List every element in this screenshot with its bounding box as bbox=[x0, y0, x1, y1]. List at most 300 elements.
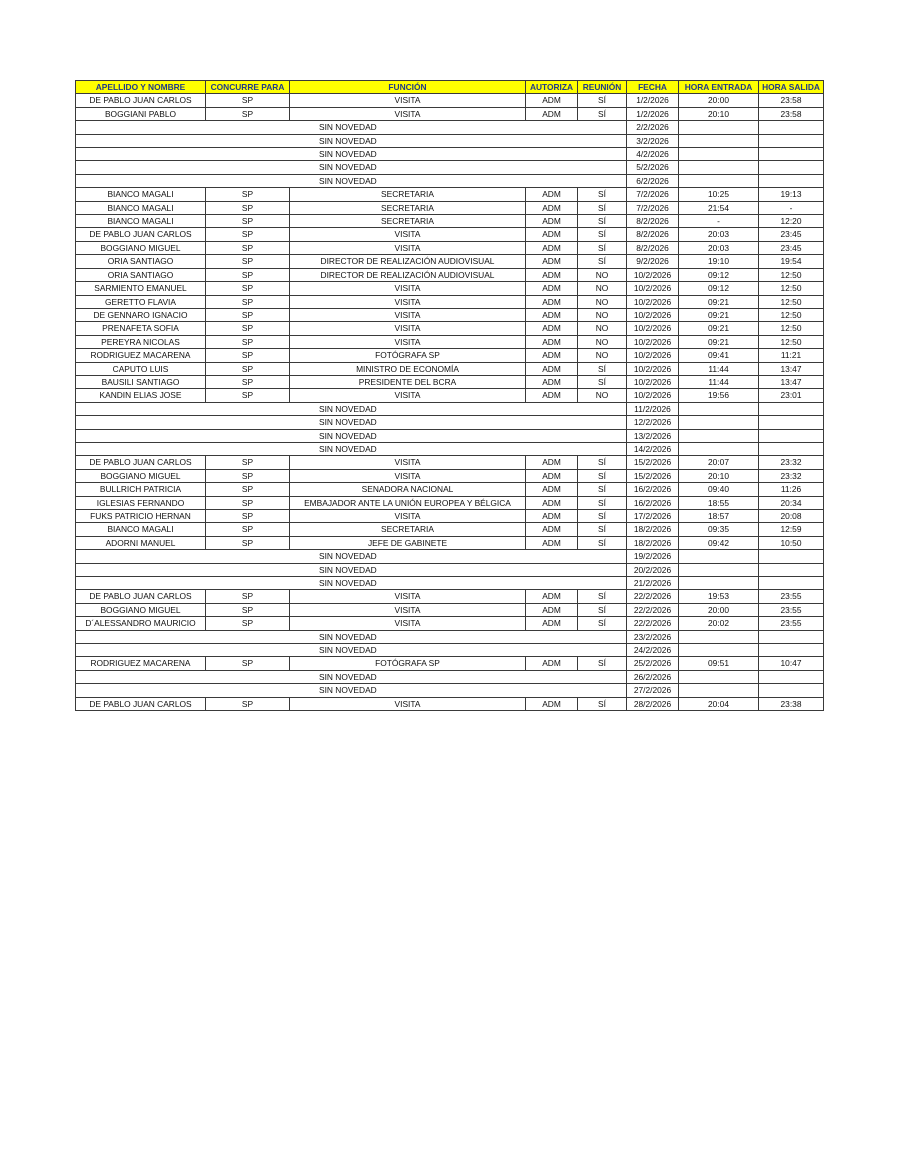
hora-entrada-cell: 20:10 bbox=[679, 469, 759, 482]
nombre-cell: ADORNI MANUEL bbox=[76, 536, 206, 549]
reunion-cell: SÍ bbox=[578, 603, 627, 616]
hora-salida-cell bbox=[759, 630, 824, 643]
hora-salida-cell bbox=[759, 442, 824, 455]
hora-salida-cell: 23:32 bbox=[759, 469, 824, 482]
hora-entrada-cell bbox=[679, 563, 759, 576]
nombre-cell: BOGGIANI PABLO bbox=[76, 107, 206, 120]
fecha-cell: 10/2/2026 bbox=[627, 282, 679, 295]
header-apellido-nombre: APELLIDO Y NOMBRE bbox=[76, 81, 206, 94]
concurre-cell: SP bbox=[206, 389, 290, 402]
funcion-cell: VISITA bbox=[290, 228, 526, 241]
reunion-cell: NO bbox=[578, 308, 627, 321]
fecha-cell: 5/2/2026 bbox=[627, 161, 679, 174]
hora-entrada-cell bbox=[679, 402, 759, 415]
nombre-cell: SARMIENTO EMANUEL bbox=[76, 282, 206, 295]
nombre-cell: BIANCO MAGALI bbox=[76, 188, 206, 201]
funcion-cell: VISITA bbox=[290, 308, 526, 321]
reunion-cell: NO bbox=[578, 295, 627, 308]
nombre-cell: KANDIN ELIAS JOSE bbox=[76, 389, 206, 402]
table-row bbox=[76, 94, 824, 107]
hora-entrada-cell: 11:44 bbox=[679, 375, 759, 388]
hora-entrada-cell: 20:10 bbox=[679, 107, 759, 120]
sin-novedad-cell: SIN NOVEDAD bbox=[76, 148, 627, 161]
fecha-cell: 17/2/2026 bbox=[627, 510, 679, 523]
concurre-cell: SP bbox=[206, 241, 290, 254]
autoriza-cell: ADM bbox=[526, 335, 578, 348]
autoriza-cell: ADM bbox=[526, 697, 578, 710]
hora-entrada-cell bbox=[679, 161, 759, 174]
hora-salida-cell: 12:50 bbox=[759, 282, 824, 295]
reunion-cell: NO bbox=[578, 389, 627, 402]
hora-salida-cell bbox=[759, 416, 824, 429]
autoriza-cell: ADM bbox=[526, 268, 578, 281]
reunion-cell: NO bbox=[578, 322, 627, 335]
funcion-cell: VISITA bbox=[290, 510, 526, 523]
concurre-cell: SP bbox=[206, 228, 290, 241]
reunion-cell: SÍ bbox=[578, 496, 627, 509]
funcion-cell: PRESIDENTE DEL BCRA bbox=[290, 375, 526, 388]
fecha-cell: 10/2/2026 bbox=[627, 362, 679, 375]
fecha-cell: 23/2/2026 bbox=[627, 630, 679, 643]
concurre-cell: SP bbox=[206, 201, 290, 214]
hora-entrada-cell bbox=[679, 416, 759, 429]
funcion-cell: DIRECTOR DE REALIZACIÓN AUDIOVISUAL bbox=[290, 255, 526, 268]
fecha-cell: 8/2/2026 bbox=[627, 215, 679, 228]
funcion-cell: VISITA bbox=[290, 322, 526, 335]
sin-novedad-cell: SIN NOVEDAD bbox=[76, 161, 627, 174]
autoriza-cell: ADM bbox=[526, 389, 578, 402]
nombre-cell: BIANCO MAGALI bbox=[76, 215, 206, 228]
fecha-cell: 10/2/2026 bbox=[627, 389, 679, 402]
hora-entrada-cell: 09:21 bbox=[679, 295, 759, 308]
fecha-cell: 15/2/2026 bbox=[627, 469, 679, 482]
table-row bbox=[76, 590, 824, 603]
funcion-cell: EMBAJADOR ANTE LA UNIÓN EUROPEA Y BÉLGICA bbox=[290, 496, 526, 509]
fecha-cell: 3/2/2026 bbox=[627, 134, 679, 147]
concurre-cell: SP bbox=[206, 255, 290, 268]
nombre-cell: DE PABLO JUAN CARLOS bbox=[76, 590, 206, 603]
fecha-cell: 20/2/2026 bbox=[627, 563, 679, 576]
reunion-cell: SÍ bbox=[578, 617, 627, 630]
funcion-cell: SECRETARIA bbox=[290, 201, 526, 214]
hora-entrada-cell: 20:00 bbox=[679, 94, 759, 107]
funcion-cell: VISITA bbox=[290, 590, 526, 603]
fecha-cell: 8/2/2026 bbox=[627, 241, 679, 254]
fecha-cell: 4/2/2026 bbox=[627, 148, 679, 161]
hora-salida-cell bbox=[759, 148, 824, 161]
hora-salida-cell: 12:59 bbox=[759, 523, 824, 536]
fecha-cell: 15/2/2026 bbox=[627, 456, 679, 469]
hora-salida-cell bbox=[759, 174, 824, 187]
funcion-cell: VISITA bbox=[290, 107, 526, 120]
fecha-cell: 19/2/2026 bbox=[627, 550, 679, 563]
concurre-cell: SP bbox=[206, 483, 290, 496]
hora-entrada-cell: 10:25 bbox=[679, 188, 759, 201]
hora-entrada-cell bbox=[679, 550, 759, 563]
reunion-cell: SÍ bbox=[578, 523, 627, 536]
hora-entrada-cell: 20:03 bbox=[679, 241, 759, 254]
hora-entrada-cell: 20:03 bbox=[679, 228, 759, 241]
funcion-cell: SECRETARIA bbox=[290, 188, 526, 201]
fecha-cell: 25/2/2026 bbox=[627, 657, 679, 670]
reunion-cell: SÍ bbox=[578, 510, 627, 523]
no-news-row bbox=[76, 161, 824, 174]
visitor-log-table bbox=[75, 80, 824, 711]
reunion-cell: SÍ bbox=[578, 255, 627, 268]
funcion-cell: VISITA bbox=[290, 241, 526, 254]
hora-salida-cell: 23:32 bbox=[759, 456, 824, 469]
hora-salida-cell: 20:08 bbox=[759, 510, 824, 523]
sin-novedad-cell: SIN NOVEDAD bbox=[76, 134, 627, 147]
autoriza-cell: ADM bbox=[526, 617, 578, 630]
hora-entrada-cell bbox=[679, 577, 759, 590]
hora-salida-cell bbox=[759, 161, 824, 174]
hora-entrada-cell: 09:21 bbox=[679, 308, 759, 321]
no-news-row bbox=[76, 416, 824, 429]
autoriza-cell: ADM bbox=[526, 228, 578, 241]
nombre-cell: BIANCO MAGALI bbox=[76, 523, 206, 536]
fecha-cell: 9/2/2026 bbox=[627, 255, 679, 268]
hora-entrada-cell: 09:12 bbox=[679, 282, 759, 295]
autoriza-cell: ADM bbox=[526, 590, 578, 603]
sin-novedad-cell: SIN NOVEDAD bbox=[76, 684, 627, 697]
fecha-cell: 10/2/2026 bbox=[627, 349, 679, 362]
header-funcion: FUNCIÓN bbox=[290, 81, 526, 94]
nombre-cell: ORIA SANTIAGO bbox=[76, 255, 206, 268]
autoriza-cell: ADM bbox=[526, 215, 578, 228]
hora-entrada-cell bbox=[679, 174, 759, 187]
hora-entrada-cell: 20:04 bbox=[679, 697, 759, 710]
fecha-cell: 24/2/2026 bbox=[627, 644, 679, 657]
table-row bbox=[76, 362, 824, 375]
fecha-cell: 10/2/2026 bbox=[627, 322, 679, 335]
fecha-cell: 22/2/2026 bbox=[627, 603, 679, 616]
hora-entrada-cell bbox=[679, 684, 759, 697]
fecha-cell: 12/2/2026 bbox=[627, 416, 679, 429]
hora-entrada-cell: 19:53 bbox=[679, 590, 759, 603]
fecha-cell: 18/2/2026 bbox=[627, 536, 679, 549]
fecha-cell: 14/2/2026 bbox=[627, 442, 679, 455]
autoriza-cell: ADM bbox=[526, 295, 578, 308]
no-news-row bbox=[76, 134, 824, 147]
sin-novedad-cell: SIN NOVEDAD bbox=[76, 563, 627, 576]
concurre-cell: SP bbox=[206, 362, 290, 375]
hora-salida-cell: 23:45 bbox=[759, 241, 824, 254]
nombre-cell: DE PABLO JUAN CARLOS bbox=[76, 94, 206, 107]
hora-salida-cell bbox=[759, 134, 824, 147]
concurre-cell: SP bbox=[206, 335, 290, 348]
hora-entrada-cell bbox=[679, 148, 759, 161]
table-row bbox=[76, 375, 824, 388]
concurre-cell: SP bbox=[206, 188, 290, 201]
hora-salida-cell: 19:54 bbox=[759, 255, 824, 268]
sin-novedad-cell: SIN NOVEDAD bbox=[76, 442, 627, 455]
funcion-cell: VISITA bbox=[290, 94, 526, 107]
hora-salida-cell: 12:20 bbox=[759, 215, 824, 228]
concurre-cell: SP bbox=[206, 282, 290, 295]
hora-entrada-cell bbox=[679, 670, 759, 683]
concurre-cell: SP bbox=[206, 215, 290, 228]
hora-salida-cell: 12:50 bbox=[759, 295, 824, 308]
funcion-cell: VISITA bbox=[290, 282, 526, 295]
hora-entrada-cell: 20:00 bbox=[679, 603, 759, 616]
table-row bbox=[76, 255, 824, 268]
hora-salida-cell: 12:50 bbox=[759, 268, 824, 281]
reunion-cell: SÍ bbox=[578, 375, 627, 388]
no-news-row bbox=[76, 442, 824, 455]
fecha-cell: 10/2/2026 bbox=[627, 335, 679, 348]
reunion-cell: NO bbox=[578, 335, 627, 348]
reunion-cell: NO bbox=[578, 282, 627, 295]
hora-salida-cell bbox=[759, 429, 824, 442]
hora-salida-cell: 23:55 bbox=[759, 617, 824, 630]
hora-salida-cell: 10:50 bbox=[759, 536, 824, 549]
hora-entrada-cell: 09:35 bbox=[679, 523, 759, 536]
table-row bbox=[76, 201, 824, 214]
hora-salida-cell: 23:55 bbox=[759, 603, 824, 616]
fecha-cell: 8/2/2026 bbox=[627, 228, 679, 241]
fecha-cell: 2/2/2026 bbox=[627, 121, 679, 134]
hora-salida-cell: 23:45 bbox=[759, 228, 824, 241]
autoriza-cell: ADM bbox=[526, 201, 578, 214]
reunion-cell: NO bbox=[578, 349, 627, 362]
sin-novedad-cell: SIN NOVEDAD bbox=[76, 550, 627, 563]
table-row bbox=[76, 228, 824, 241]
fecha-cell: 6/2/2026 bbox=[627, 174, 679, 187]
autoriza-cell: ADM bbox=[526, 255, 578, 268]
fecha-cell: 21/2/2026 bbox=[627, 577, 679, 590]
reunion-cell: SÍ bbox=[578, 215, 627, 228]
hora-entrada-cell bbox=[679, 442, 759, 455]
sin-novedad-cell: SIN NOVEDAD bbox=[76, 121, 627, 134]
nombre-cell: GERETTO FLAVIA bbox=[76, 295, 206, 308]
funcion-cell: MINISTRO DE ECONOMÍA bbox=[290, 362, 526, 375]
reunion-cell: SÍ bbox=[578, 697, 627, 710]
no-news-row bbox=[76, 644, 824, 657]
concurre-cell: SP bbox=[206, 94, 290, 107]
concurre-cell: SP bbox=[206, 456, 290, 469]
autoriza-cell: ADM bbox=[526, 483, 578, 496]
nombre-cell: DE GENNARO IGNACIO bbox=[76, 308, 206, 321]
funcion-cell: DIRECTOR DE REALIZACIÓN AUDIOVISUAL bbox=[290, 268, 526, 281]
hora-entrada-cell: - bbox=[679, 215, 759, 228]
concurre-cell: SP bbox=[206, 308, 290, 321]
fecha-cell: 22/2/2026 bbox=[627, 590, 679, 603]
reunion-cell: NO bbox=[578, 268, 627, 281]
no-news-row bbox=[76, 670, 824, 683]
autoriza-cell: ADM bbox=[526, 362, 578, 375]
hora-entrada-cell bbox=[679, 630, 759, 643]
hora-salida-cell: 11:21 bbox=[759, 349, 824, 362]
concurre-cell: SP bbox=[206, 268, 290, 281]
hora-entrada-cell bbox=[679, 644, 759, 657]
funcion-cell: SECRETARIA bbox=[290, 215, 526, 228]
concurre-cell: SP bbox=[206, 295, 290, 308]
fecha-cell: 26/2/2026 bbox=[627, 670, 679, 683]
funcion-cell: VISITA bbox=[290, 389, 526, 402]
autoriza-cell: ADM bbox=[526, 188, 578, 201]
funcion-cell: SENADORA NACIONAL bbox=[290, 483, 526, 496]
no-news-row bbox=[76, 684, 824, 697]
autoriza-cell: ADM bbox=[526, 603, 578, 616]
concurre-cell: SP bbox=[206, 603, 290, 616]
table-row bbox=[76, 308, 824, 321]
autoriza-cell: ADM bbox=[526, 510, 578, 523]
funcion-cell: SECRETARIA bbox=[290, 523, 526, 536]
fecha-cell: 7/2/2026 bbox=[627, 201, 679, 214]
table-row bbox=[76, 657, 824, 670]
concurre-cell: SP bbox=[206, 469, 290, 482]
concurre-cell: SP bbox=[206, 697, 290, 710]
funcion-cell: JEFE DE GABINETE bbox=[290, 536, 526, 549]
fecha-cell: 27/2/2026 bbox=[627, 684, 679, 697]
concurre-cell: SP bbox=[206, 496, 290, 509]
autoriza-cell: ADM bbox=[526, 241, 578, 254]
table-row bbox=[76, 617, 824, 630]
hora-entrada-cell: 20:07 bbox=[679, 456, 759, 469]
nombre-cell: IGLESIAS FERNANDO bbox=[76, 496, 206, 509]
autoriza-cell: ADM bbox=[526, 94, 578, 107]
hora-entrada-cell: 20:02 bbox=[679, 617, 759, 630]
hora-entrada-cell: 09:51 bbox=[679, 657, 759, 670]
no-news-row bbox=[76, 577, 824, 590]
hora-salida-cell bbox=[759, 402, 824, 415]
concurre-cell: SP bbox=[206, 523, 290, 536]
hora-entrada-cell: 09:21 bbox=[679, 322, 759, 335]
hora-salida-cell bbox=[759, 563, 824, 576]
reunion-cell: SÍ bbox=[578, 107, 627, 120]
nombre-cell: RODRIGUEZ MACARENA bbox=[76, 349, 206, 362]
hora-salida-cell: - bbox=[759, 201, 824, 214]
nombre-cell: ORIA SANTIAGO bbox=[76, 268, 206, 281]
reunion-cell: SÍ bbox=[578, 188, 627, 201]
header-row bbox=[76, 81, 824, 94]
table-row bbox=[76, 456, 824, 469]
hora-salida-cell bbox=[759, 577, 824, 590]
autoriza-cell: ADM bbox=[526, 375, 578, 388]
no-news-row bbox=[76, 630, 824, 643]
concurre-cell: SP bbox=[206, 322, 290, 335]
hora-entrada-cell: 11:44 bbox=[679, 362, 759, 375]
header-reunion: REUNIÓN bbox=[578, 81, 627, 94]
concurre-cell: SP bbox=[206, 617, 290, 630]
nombre-cell: FUKS PATRICIO HERNAN bbox=[76, 510, 206, 523]
table-row bbox=[76, 536, 824, 549]
hora-salida-cell: 23:38 bbox=[759, 697, 824, 710]
reunion-cell: SÍ bbox=[578, 241, 627, 254]
hora-entrada-cell: 19:56 bbox=[679, 389, 759, 402]
funcion-cell: VISITA bbox=[290, 617, 526, 630]
fecha-cell: 16/2/2026 bbox=[627, 483, 679, 496]
hora-entrada-cell bbox=[679, 134, 759, 147]
fecha-cell: 10/2/2026 bbox=[627, 295, 679, 308]
nombre-cell: CAPUTO LUIS bbox=[76, 362, 206, 375]
hora-entrada-cell: 18:55 bbox=[679, 496, 759, 509]
hora-entrada-cell: 09:41 bbox=[679, 349, 759, 362]
table-row bbox=[76, 389, 824, 402]
funcion-cell: VISITA bbox=[290, 603, 526, 616]
autoriza-cell: ADM bbox=[526, 322, 578, 335]
concurre-cell: SP bbox=[206, 510, 290, 523]
hora-salida-cell: 23:58 bbox=[759, 94, 824, 107]
hora-entrada-cell bbox=[679, 121, 759, 134]
reunion-cell: SÍ bbox=[578, 362, 627, 375]
funcion-cell: VISITA bbox=[290, 469, 526, 482]
hora-entrada-cell bbox=[679, 429, 759, 442]
autoriza-cell: ADM bbox=[526, 536, 578, 549]
table-row bbox=[76, 188, 824, 201]
fecha-cell: 1/2/2026 bbox=[627, 94, 679, 107]
nombre-cell: BAUSILI SANTIAGO bbox=[76, 375, 206, 388]
funcion-cell: FOTÓGRAFA SP bbox=[290, 349, 526, 362]
table-row bbox=[76, 107, 824, 120]
sin-novedad-cell: SIN NOVEDAD bbox=[76, 429, 627, 442]
concurre-cell: SP bbox=[206, 590, 290, 603]
no-news-row bbox=[76, 174, 824, 187]
fecha-cell: 22/2/2026 bbox=[627, 617, 679, 630]
hora-salida-cell bbox=[759, 644, 824, 657]
fecha-cell: 11/2/2026 bbox=[627, 402, 679, 415]
no-news-row bbox=[76, 550, 824, 563]
hora-entrada-cell: 09:12 bbox=[679, 268, 759, 281]
hora-salida-cell: 12:50 bbox=[759, 335, 824, 348]
table-row bbox=[76, 322, 824, 335]
sin-novedad-cell: SIN NOVEDAD bbox=[76, 577, 627, 590]
sin-novedad-cell: SIN NOVEDAD bbox=[76, 174, 627, 187]
header-concurre-para: CONCURRE PARA bbox=[206, 81, 290, 94]
fecha-cell: 1/2/2026 bbox=[627, 107, 679, 120]
autoriza-cell: ADM bbox=[526, 282, 578, 295]
table-row bbox=[76, 335, 824, 348]
fecha-cell: 10/2/2026 bbox=[627, 308, 679, 321]
concurre-cell: SP bbox=[206, 375, 290, 388]
hora-entrada-cell: 19:10 bbox=[679, 255, 759, 268]
table-row bbox=[76, 697, 824, 710]
sin-novedad-cell: SIN NOVEDAD bbox=[76, 402, 627, 415]
sin-novedad-cell: SIN NOVEDAD bbox=[76, 644, 627, 657]
reunion-cell: SÍ bbox=[578, 483, 627, 496]
reunion-cell: SÍ bbox=[578, 228, 627, 241]
hora-salida-cell bbox=[759, 121, 824, 134]
autoriza-cell: ADM bbox=[526, 107, 578, 120]
autoriza-cell: ADM bbox=[526, 523, 578, 536]
hora-salida-cell: 13:47 bbox=[759, 375, 824, 388]
reunion-cell: SÍ bbox=[578, 201, 627, 214]
nombre-cell: BULLRICH PATRICIA bbox=[76, 483, 206, 496]
fecha-cell: 18/2/2026 bbox=[627, 523, 679, 536]
hora-salida-cell: 23:55 bbox=[759, 590, 824, 603]
hora-salida-cell: 13:47 bbox=[759, 362, 824, 375]
fecha-cell: 16/2/2026 bbox=[627, 496, 679, 509]
nombre-cell: D´ALESSANDRO MAURICIO bbox=[76, 617, 206, 630]
table-row bbox=[76, 523, 824, 536]
sin-novedad-cell: SIN NOVEDAD bbox=[76, 416, 627, 429]
fecha-cell: 13/2/2026 bbox=[627, 429, 679, 442]
hora-salida-cell: 19:13 bbox=[759, 188, 824, 201]
autoriza-cell: ADM bbox=[526, 349, 578, 362]
nombre-cell: PEREYRA NICOLAS bbox=[76, 335, 206, 348]
autoriza-cell: ADM bbox=[526, 308, 578, 321]
header-hora-salida: HORA SALIDA bbox=[759, 81, 824, 94]
hora-salida-cell bbox=[759, 670, 824, 683]
fecha-cell: 10/2/2026 bbox=[627, 268, 679, 281]
reunion-cell: SÍ bbox=[578, 590, 627, 603]
table-row bbox=[76, 215, 824, 228]
no-news-row bbox=[76, 148, 824, 161]
sin-novedad-cell: SIN NOVEDAD bbox=[76, 670, 627, 683]
visitor-log-sheet bbox=[75, 80, 823, 711]
hora-entrada-cell: 09:42 bbox=[679, 536, 759, 549]
